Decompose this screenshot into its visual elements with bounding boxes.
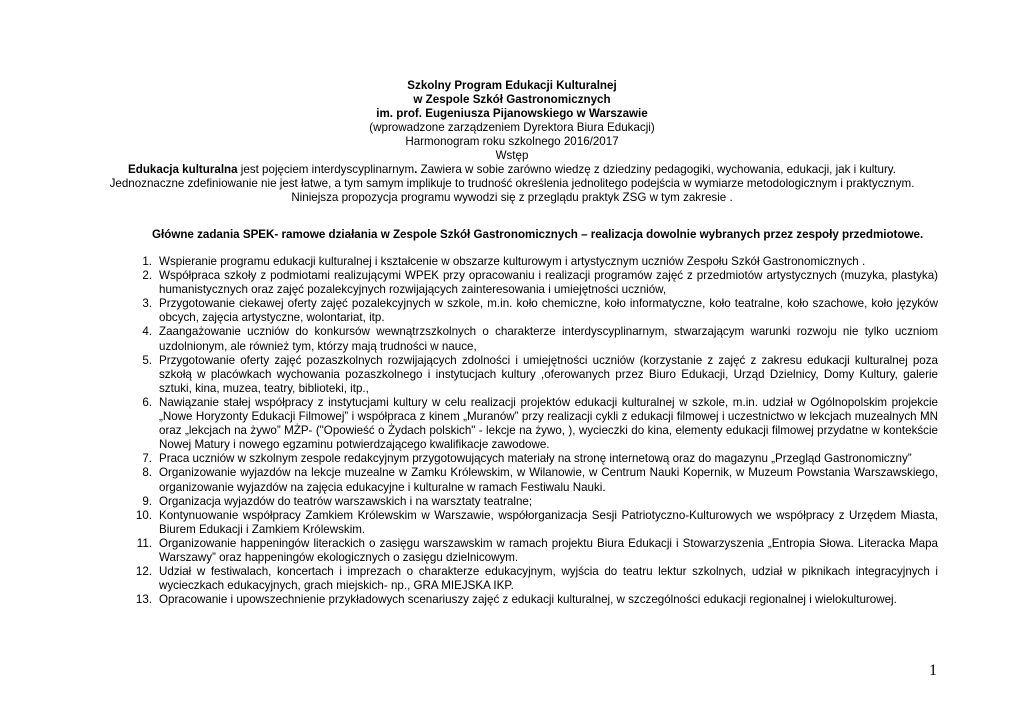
list-item-number: 13. <box>135 593 152 607</box>
list-item <box>130 354 938 396</box>
intro-lead-tail: Zawiera w sobie zarówno wiedzę z dziedziny pedagogiki, wychowania, edukacji, jak i kultury. <box>417 163 896 176</box>
list-item <box>130 537 938 565</box>
list-item-number: 3. <box>142 297 152 311</box>
list-item <box>130 466 938 494</box>
list-item <box>130 593 938 607</box>
list-item-text: Zaangażowanie uczniów do konkursów wewnątrzszkolnych o charakterze interdyscyplinarnym, stwarzającym warunki rozwoju nie tylko uczniom uzdolnionym, ale również tym, którzy mają trudności w nauce, <box>159 325 938 353</box>
list-item <box>130 396 938 452</box>
list-item-number: 7. <box>142 452 152 466</box>
intro-lead-dot: . <box>414 163 418 176</box>
list-item-text: Przygotowanie oferty zajęć pozaszkolnych rozwijających zdolności i umiejętności uczniów (korzystanie z zajęć z zakresu edukacji kulturalnej poza szkołą w placówkach wychowania pozaszkolnego i instytucjach kultury ,oferowanych przez Biuro Edukacji, Urząd Dzielnicy, Domy Kultury, galerie sztuki, kina, muzea, teatry, biblioteki, itp., <box>159 353 938 395</box>
list-item-number: 2. <box>142 269 152 283</box>
list-item-text: Kontynuowanie współpracy Zamkiem Królewskim w Warszawie, współorganizacja Sesji Patriotyczno-Kulturowych we współpracy z Urzędem Miasta, Biurem Edukacji i Zamkiem Królewskim. <box>159 508 938 536</box>
intro-lead-term: Edukacja kulturalna <box>128 163 238 176</box>
intro-paragraph <box>0 163 1024 205</box>
intro-line-1 <box>0 163 1024 177</box>
list-item-text: Opracowanie i upowszechnienie przykładowych scenariuszy zajęć z edukacji kulturalnej, w szczególności edukacji regionalnej i wielokulturowej. <box>159 593 897 607</box>
list-item <box>130 255 938 269</box>
subtitle-decree: (wprowadzone zarządzeniem Dyrektora Biura Edukacji) <box>369 121 655 135</box>
list-item-text: Udział w festiwalach, koncertach i imprezach o charakterze edukacyjnym, wyjścia do teatru lektur szkolnych, udział w piknikach integracyjnych i wycieczkach edukacyjnych, grach miejskich- np., GRA MIEJSKA IKP. <box>159 565 938 593</box>
list-item-number: 4. <box>142 325 152 339</box>
list-item-number: 6. <box>142 395 152 409</box>
list-item-text: Praca uczniów w szkolnym zespole redakcyjnym przygotowujących materiały na stronę internetową oraz do magazynu „Przegląd Gastronomiczny” <box>159 452 912 466</box>
intro-line-2: Jednoznaczne zdefiniowanie nie jest łatwe, a tym samym implikuje to trudność określenia jednolitego podejścia w wymiarze metodologicznym i praktycznym. <box>109 177 915 191</box>
list-item-number: 5. <box>142 353 152 367</box>
list-item-text: Organizacja wyjazdów do teatrów warszawskich i na warsztaty teatralne; <box>159 494 533 508</box>
list-item <box>130 269 938 297</box>
tasks-heading: Główne zadania SPEK- ramowe działania w Zespole Szkół Gastronomicznych – realizacja dowolnie wybranych przez zespoły przedmiotowe. <box>152 228 924 241</box>
intro-lead-rest: jest pojęciem interdyscyplinarnym <box>237 163 415 176</box>
intro-line-3: Niniejsza propozycja programu wywodzi się z przeglądu praktyk ZSG w tym zakresie . <box>291 191 733 205</box>
section-title-intro: Wstęp <box>495 149 529 163</box>
list-item-number: 1. <box>142 255 152 268</box>
list-item <box>130 495 938 509</box>
title-line-2: w Zespole Szkół Gastronomicznych <box>413 93 611 107</box>
list-item-number: 9. <box>142 494 152 508</box>
list-item-number: 11. <box>136 536 152 550</box>
page-number: 1 <box>929 662 937 679</box>
list-item <box>130 297 938 325</box>
list-item <box>130 509 938 537</box>
list-item-number: 12. <box>135 565 152 579</box>
subtitle-schedule: Harmonogram roku szkolnego 2016/2017 <box>405 135 619 149</box>
list-item-text: Organizowanie happeningów literackich o zasięgu warszawskim w ramach projektu Biura Edukacji i Stowarzyszenia „Entropia Słowa. Literacka Mapa Warszawy” oraz happeningów ekologicznych o zasięgu dzielnicowym. <box>159 536 938 564</box>
list-item-text: Współpraca szkoły z podmiotami realizującymi WPEK przy opracowaniu i realizacji programów zajęć z przedmiotów artystycznych (muzyka, plastyka) humanistycznych oraz zajęć pozalekcyjnych rozwijających zainteresowania i umiejętności uczniów, <box>159 269 938 297</box>
tasks-list <box>130 255 938 607</box>
list-item <box>130 565 938 593</box>
list-item-text: Wspieranie programu edukacji kulturalnej i kształcenie w obszarze kulturowym i artystycznym uczniów Zespołu Szkół Gastronomicznych . <box>159 255 866 268</box>
list-item-text: Przygotowanie ciekawej oferty zajęć pozalekcyjnych w szkole, m.in. koło chemiczne, koło informatyczne, koło teatralne, koło szachowe, koło języków obcych, zajęcia artystyczne, wolontariat, itp. <box>159 297 938 325</box>
list-item-text: Nawiązanie stałej współpracy z instytucjami kultury w celu realizacji projektów edukacji kulturalnej w szkole, m.in. udział w Ogólnopolskim projekcie „Nowe Horyzonty Edukacji Filmowej” i współpraca z kinem „Muranów” przy realizacji cykli z edukacji filmowej i uczestnictwo w lekcjach muzealnych MN oraz „lekcjach na żywo” MŻP- ("Opowieść o Żydach polskich" - lekcje na żywo, ), wycieczki do kina, elementy edukacji filmowej przydatne w kontekście Nowej Matury i nowego egzaminu potwierdzającego kwalifikacje zawodowe. <box>159 395 938 452</box>
list-item-text: Organizowanie wyjazdów na lekcje muzealne w Zamku Królewskim, w Wilanowie, w Centrum Nauki Kopernik, w Muzeum Powstania Warszawskiego, organizowanie wyjazdów na zajęcia edukacyjne i kulturalne w ramach Festiwalu Nauki. <box>159 466 938 494</box>
list-item-number: 8. <box>142 466 152 480</box>
list-item-number: 10. <box>135 508 152 522</box>
document-header <box>0 79 1024 164</box>
list-item <box>130 452 938 466</box>
title-line-3: im. prof. Eugeniusza Pijanowskiego w Warszawie <box>376 107 648 121</box>
title-line-1: Szkolny Program Edukacji Kulturalnej <box>407 79 617 92</box>
list-item <box>130 325 938 353</box>
